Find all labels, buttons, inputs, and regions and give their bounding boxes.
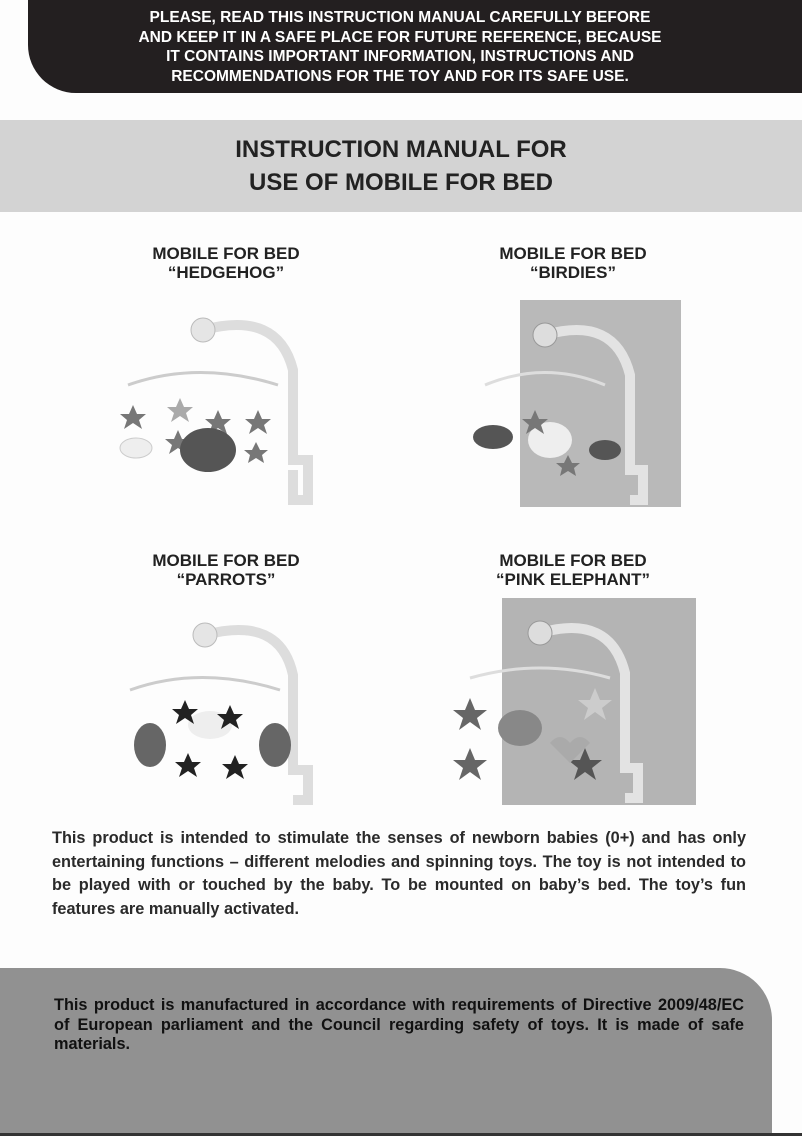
page-title xyxy=(0,120,802,212)
birdies-mobile-image xyxy=(465,300,681,507)
product-caption-hedgehog: MOBILE FOR BED “HEDGEHOG” xyxy=(152,244,300,282)
product-caption-pink-elephant: MOBILE FOR BED “PINK ELEPHANT” xyxy=(496,551,650,589)
product-description: This product is intended to stimulate the senses of newborn babies (0+) and has only entertaining functions – different melodies and spinning toys. The toy is not intended to be played with or touched by the baby. To be mounted on baby’s bed. The toy’s fun features are manually activated. xyxy=(52,829,746,918)
warning-line: IT CONTAINS IMPORTANT INFORMATION, INSTRUCTIONS AND xyxy=(166,48,634,65)
title-line: INSTRUCTION MANUAL FOR xyxy=(235,136,567,163)
warning-banner xyxy=(28,0,802,93)
parrots-mobile-image xyxy=(110,605,338,805)
compliance-box xyxy=(0,968,772,1134)
warning-line: PLEASE, READ THIS INSTRUCTION MANUAL CAREFULLY BEFORE xyxy=(149,9,651,26)
pink-elephant-mobile-image xyxy=(440,598,696,805)
warning-line: AND KEEP IT IN A SAFE PLACE FOR FUTURE REFERENCE, BECAUSE xyxy=(138,28,662,46)
hedgehog-mobile-image xyxy=(108,300,338,505)
warning-line: RECOMMENDATIONS FOR THE TOY AND FOR ITS SAFE USE. xyxy=(171,67,629,85)
product-caption-parrots: MOBILE FOR BED “PARROTS” xyxy=(152,551,300,589)
product-caption-birdies: MOBILE FOR BED “BIRDIES” xyxy=(499,244,647,282)
compliance-text: This product is manufactured in accordance with requirements of Directive 2009/48/EC of European parliament and the Council regarding safety of toys. It is made of safe materials. xyxy=(54,996,744,1053)
title-line: USE OF MOBILE FOR BED xyxy=(248,169,553,196)
